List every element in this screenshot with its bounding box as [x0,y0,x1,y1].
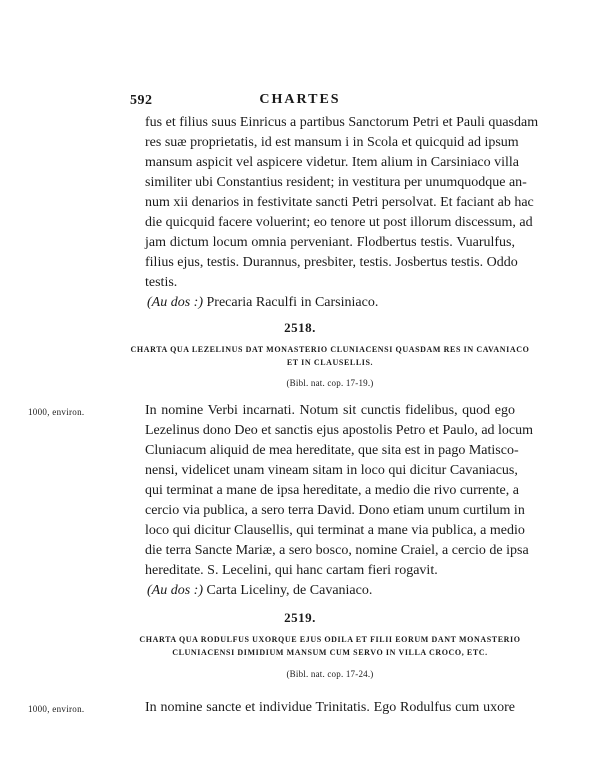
charter-source: (Bibl. nat. cop. 17-19.) [286,378,374,388]
text-line: qui terminat a mane de ipsa hereditate, a medio die rivo currente, a [145,483,519,498]
margin-date: 1000, environ. [28,704,85,714]
text-line: mansum aspicit vel aspicere videtur. Item alium in Carsiniaco villa [145,155,520,170]
dorse-text: Precaria Raculfi in Carsiniaco. [206,295,379,310]
dorse-label: (Au dos :) [147,583,203,598]
margin-date: 1000, environ. [28,407,85,417]
charter-number: 2518. [284,320,316,335]
text-line: nensi, videlicet unam vineam sitam in loco qui dicitur Cavaniacus, [145,463,518,478]
text-line: cercio via publica, a sero terra David. Dono etiam unum curtilum in [145,503,525,518]
charter-heading [120,633,540,659]
dorse-note [145,293,515,313]
text-line: testis. [145,275,178,290]
page-number: 592 [130,93,153,108]
text-line: jam dictum locum omnia perveniant. Flodbertus testis. Vuarulfus, [145,235,515,250]
heading-line: CHARTA QUA LEZELINUS DAT MONASTERIO CLUNIACENSI QUASDAM RES IN CAVANIACO [130,345,530,354]
text-line: In nomine Verbi incarnati. Notum sit cunctis fidelibus, quod ego [145,403,515,418]
charter-number: 2519. [284,610,316,625]
text-line: die terra Sancte Mariæ, a sero bosco, nomine Craiel, a cercio de ipsa [145,543,529,558]
charter-heading [120,343,540,369]
text-line: similiter ubi Constantius resident; in vestitura per unumquodque an- [145,175,527,190]
running-head: CHARTES [259,92,341,107]
text-line: fus et filius suus Einricus a partibus Sanctorum Petri et Pauli quasdam [145,115,539,130]
charter-text [145,401,534,601]
charter-source: (Bibl. nat. cop. 17-24.) [286,669,374,679]
dorse-text: Carta Liceliny, de Cavaniaco. [206,583,373,598]
text-line: die quicquid facere voluerint; eo tenore ut post illorum discessum, ad [145,215,533,230]
text-line: loco qui dicitur Clausellis, qui terminat a mane via publica, a medio [145,523,525,538]
dorse-label: (Au dos :) [147,295,203,310]
text-line: In nomine sancte et individue Trinitatis. Ego Rodulfus cum uxore [145,700,515,715]
text-line: hereditate. S. Lecelini, qui hanc cartam fieri rogavit. [145,563,438,578]
charter-text [145,698,515,718]
text-line: Cluniacum aliquid de mea hereditate, que sita est in pago Matisco- [145,443,519,458]
text-line: res suæ proprietatis, id est mansum i in Scola et quicquid ad ipsum [145,135,519,150]
continuation-text [145,113,539,313]
dorse-note [145,581,515,601]
text-line: Lezelinus dono Deo et sanctis ejus apostolis Petro et Paulo, ad locum [145,423,534,438]
heading-line: CLUNIACENSI DIMIDIUM MANSUM CUM SERVO IN VILLA CROCO, ETC. [172,648,488,657]
text-line: filius ejus, testis. Durannus, presbiter, testis. Josbertus testis. Oddo [145,255,518,270]
heading-line: ET IN CLAUSELLIS. [286,358,374,367]
heading-line: CHARTA QUA RODULFUS UXORQUE EJUS ODILA ET FILII EORUM DANT MONASTERIO [139,635,521,644]
text-line: num xii denarios in festivitate sancti Petri persolvat. Et faciant ab hac [145,195,534,210]
